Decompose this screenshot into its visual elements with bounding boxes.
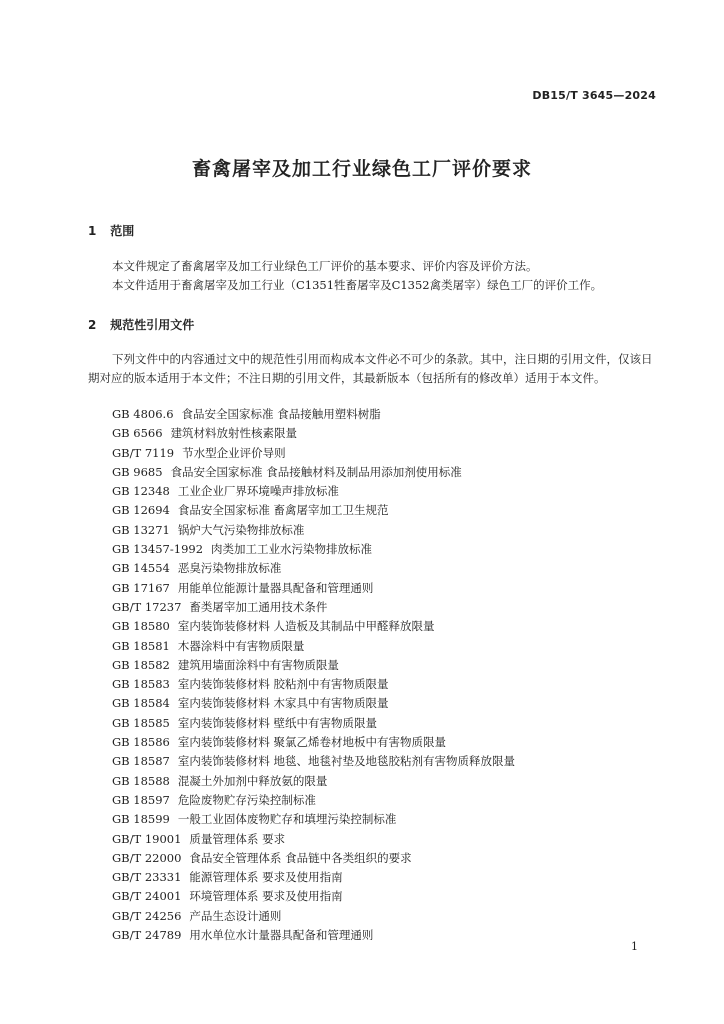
reference-item bbox=[112, 752, 672, 771]
reference-title: 产品生态设计通则 bbox=[189, 908, 282, 923]
reference-title: 节水型企业评价导则 bbox=[182, 445, 286, 460]
reference-code: GB 18583 bbox=[112, 677, 170, 692]
reference-title: 用能单位能源计量器具配备和管理通则 bbox=[177, 580, 374, 595]
reference-title: 危险废物贮存污染控制标准 bbox=[177, 792, 316, 807]
reference-code: GB/T 17237 bbox=[112, 599, 182, 614]
reference-item bbox=[112, 501, 672, 520]
reference-item bbox=[112, 694, 672, 713]
reference-item bbox=[112, 714, 672, 733]
reference-item bbox=[112, 887, 672, 906]
reference-title: 室内装饰装修材料 胶粘剂中有害物质限量 bbox=[177, 677, 389, 692]
reference-title: 建筑用墙面涂料中有害物质限量 bbox=[177, 657, 339, 672]
reference-title: 食品安全国家标准 畜禽屠宰加工卫生规范 bbox=[177, 503, 389, 518]
reference-item bbox=[112, 405, 672, 424]
reference-item bbox=[112, 810, 672, 829]
reference-code: GB/T 22000 bbox=[112, 850, 182, 865]
reference-code: GB/T 7119 bbox=[112, 445, 175, 460]
reference-title: 环境管理体系 要求及使用指南 bbox=[189, 889, 343, 904]
reference-code: GB 4806.6 bbox=[112, 407, 174, 421]
reference-item bbox=[112, 926, 672, 945]
reference-item bbox=[112, 868, 672, 887]
section-1-paragraph: 本文件适用于畜禽屠宰及加工行业（C1351牲畜屠宰及C1352禽类屠宰）绿色工厂的评价工作。 bbox=[112, 278, 603, 292]
reference-code: GB 9685 bbox=[112, 464, 163, 479]
section-2-title: 规范性引用文件 bbox=[110, 318, 195, 332]
reference-title: 用水单位水计量器具配备和管理通则 bbox=[189, 928, 374, 943]
reference-title: 建筑材料放射性核素限量 bbox=[170, 426, 298, 441]
reference-code: GB 13457-1992 bbox=[112, 542, 204, 557]
reference-code: GB 18582 bbox=[112, 657, 170, 672]
reference-code: GB 13271 bbox=[112, 522, 170, 537]
reference-item bbox=[112, 772, 672, 791]
reference-code: GB/T 24256 bbox=[112, 908, 182, 923]
reference-code: GB 18599 bbox=[112, 812, 170, 827]
reference-title: 肉类加工工业水污染物排放标准 bbox=[211, 542, 373, 557]
reference-item bbox=[112, 444, 672, 463]
reference-list bbox=[112, 405, 672, 945]
reference-code: GB 18587 bbox=[112, 754, 170, 769]
reference-item bbox=[112, 849, 672, 868]
reference-item bbox=[112, 907, 672, 926]
reference-title: 锅炉大气污染物排放标准 bbox=[177, 522, 305, 537]
reference-title: 室内装饰装修材料 地毯、地毯衬垫及地毯胶粘剂有害物质释放限量 bbox=[177, 754, 516, 769]
reference-title: 食品安全国家标准 食品接触材料及制品用添加剂使用标准 bbox=[170, 464, 462, 479]
reference-title: 室内装饰装修材料 壁纸中有害物质限量 bbox=[177, 715, 378, 730]
section-1-paragraph: 本文件规定了畜禽屠宰及加工行业绿色工厂评价的基本要求、评价内容及评价方法。 bbox=[112, 259, 538, 273]
reference-code: GB 18588 bbox=[112, 773, 170, 788]
reference-code: GB 18586 bbox=[112, 735, 170, 750]
reference-title: 一般工业固体废物贮存和填埋污染控制标准 bbox=[177, 812, 397, 827]
reference-item bbox=[112, 637, 672, 656]
reference-item bbox=[112, 675, 672, 694]
section-1-body bbox=[88, 257, 658, 295]
section-2-heading bbox=[88, 316, 194, 333]
reference-title: 室内装饰装修材料 人造板及其制品中甲醛释放限量 bbox=[177, 619, 435, 634]
reference-title: 恶臭污染物排放标准 bbox=[177, 561, 282, 576]
reference-title: 混凝土外加剂中释放氨的限量 bbox=[177, 773, 328, 788]
document-title: 畜禽屠宰及加工行业绿色工厂评价要求 bbox=[191, 158, 532, 180]
reference-code: GB 18597 bbox=[112, 792, 170, 807]
reference-code: GB/T 24001 bbox=[112, 889, 182, 904]
reference-code: GB 6566 bbox=[112, 426, 163, 441]
reference-code: GB 14554 bbox=[112, 561, 170, 576]
reference-code: GB 17167 bbox=[112, 580, 170, 595]
reference-code: GB 12348 bbox=[112, 484, 170, 499]
reference-title: 室内装饰装修材料 聚氯乙烯卷材地板中有害物质限量 bbox=[177, 735, 447, 750]
reference-code: GB/T 24789 bbox=[112, 928, 182, 943]
reference-code: GB 18580 bbox=[112, 619, 170, 634]
reference-item bbox=[112, 579, 672, 598]
reference-item bbox=[112, 791, 672, 810]
reference-title: 食品安全管理体系 食品链中各类组织的要求 bbox=[189, 850, 412, 865]
section-1-title: 范围 bbox=[110, 224, 135, 238]
reference-title: 室内装饰装修材料 木家具中有害物质限量 bbox=[177, 696, 389, 711]
reference-item bbox=[112, 656, 672, 675]
reference-item bbox=[112, 482, 672, 501]
section-1-heading bbox=[88, 222, 134, 239]
reference-code: GB 18581 bbox=[112, 638, 170, 653]
reference-item bbox=[112, 424, 672, 443]
section-2-intro bbox=[88, 350, 658, 388]
reference-item bbox=[112, 617, 672, 636]
reference-title: 食品安全国家标准 食品接触用塑料树脂 bbox=[181, 407, 381, 421]
standard-code: DB15/T 3645—2024 bbox=[532, 89, 656, 102]
reference-code: GB 18585 bbox=[112, 715, 170, 730]
reference-item bbox=[112, 830, 672, 849]
reference-item bbox=[112, 540, 672, 559]
section-2-intro-text: 下列文件中的内容通过文中的规范性引用而构成本文件必不可少的条款。其中，注日期的引用文件，仅该日期对应的版本适用于本文件；不注日期的引用文件，其最新版本（包括所有的修改单）适用于本文件。 bbox=[88, 352, 653, 385]
reference-code: GB/T 23331 bbox=[112, 870, 182, 885]
reference-item bbox=[112, 559, 672, 578]
reference-code: GB 18584 bbox=[112, 696, 170, 711]
section-1-number: 1 bbox=[88, 224, 97, 238]
reference-item bbox=[112, 598, 672, 617]
reference-item bbox=[112, 733, 672, 752]
reference-title: 畜类屠宰加工通用技术条件 bbox=[189, 599, 328, 614]
reference-item bbox=[112, 463, 672, 482]
reference-title: 能源管理体系 要求及使用指南 bbox=[189, 870, 343, 885]
reference-title: 工业企业厂界环境噪声排放标准 bbox=[177, 484, 339, 499]
reference-code: GB/T 19001 bbox=[112, 831, 182, 846]
reference-code: GB 12694 bbox=[112, 503, 170, 518]
reference-title: 木器涂料中有害物质限量 bbox=[177, 638, 305, 653]
reference-item bbox=[112, 521, 672, 540]
reference-title: 质量管理体系 要求 bbox=[189, 831, 286, 846]
section-2-number: 2 bbox=[88, 318, 97, 332]
page-number: 1 bbox=[631, 940, 638, 953]
